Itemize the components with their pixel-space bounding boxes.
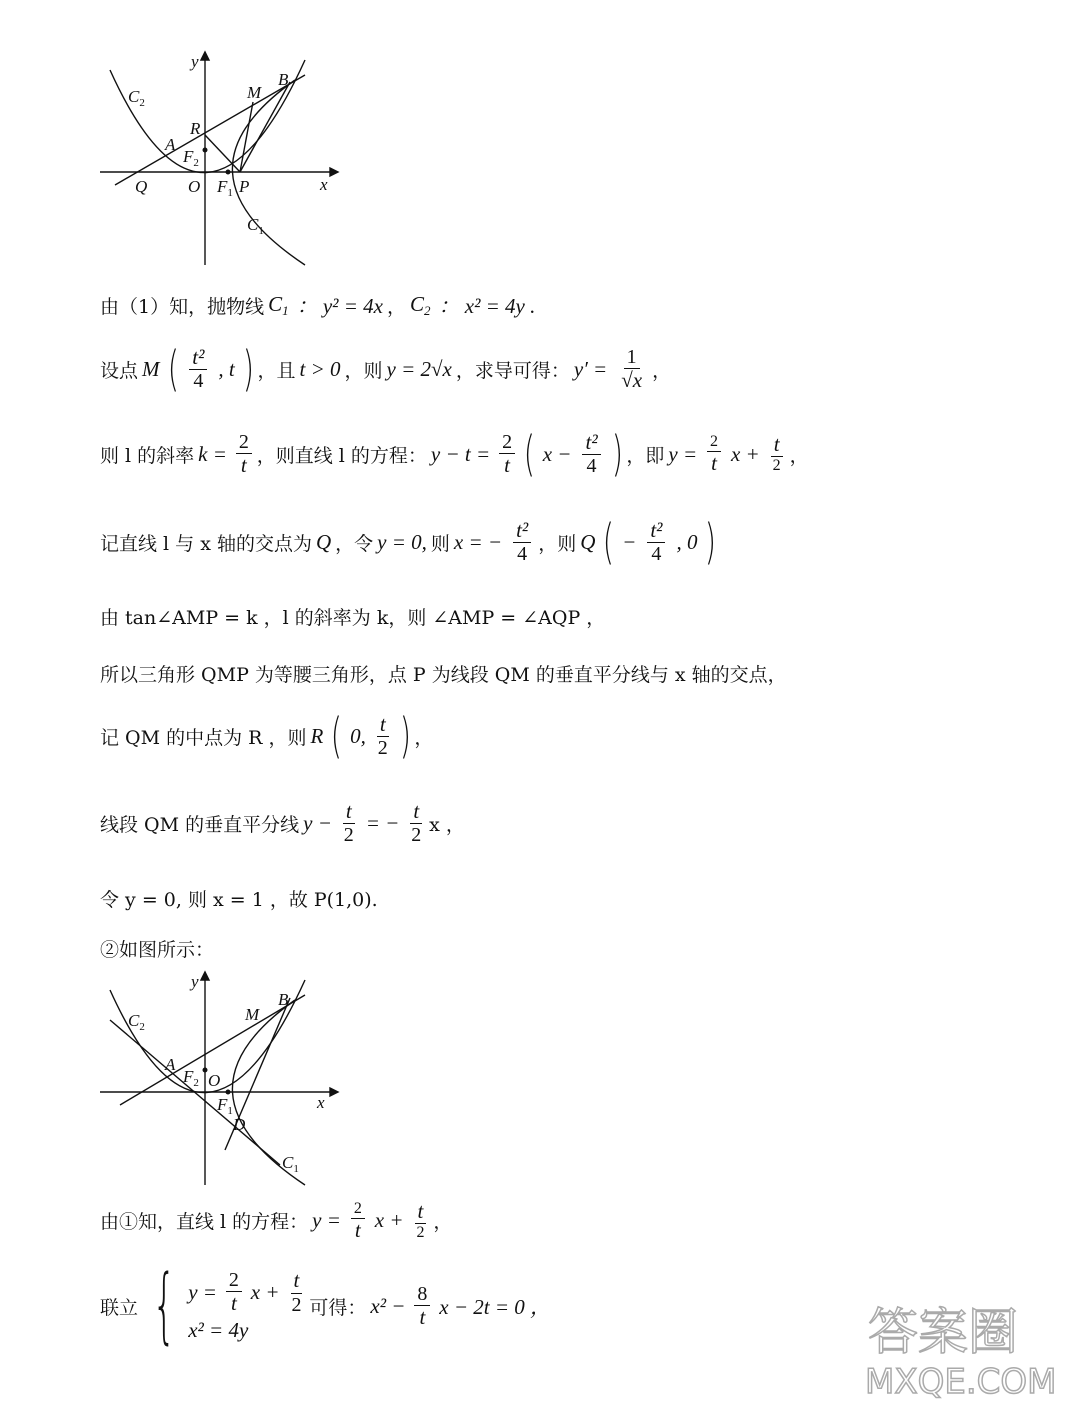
watermark-line2: MXQE.COM — [865, 1362, 1057, 1401]
fig2-label-x: x — [317, 1093, 325, 1112]
line-perpendicular-bisector: 线段 QM 的垂直平分线 y − $\frac{t}{2}$ = − $\frac{t}{2}$ x ， — [100, 799, 465, 847]
fig2-label-o: O — [208, 1071, 221, 1090]
fig1-label-o: O — [188, 177, 201, 196]
line-point-m: 设点 M ( $\frac{\text{t²}}{4}$ , t ) ，且 t > 0 ，则 y = 2√x ，求导可得： y′ = $\frac{1}{√x}$ ， — [100, 341, 672, 397]
line-isosceles: 所以三角形 QMP 为等腰三角形，点 P 为线段 QM 的垂直平分线与 x 轴的交点， — [100, 664, 787, 686]
fig1-label-m: M — [247, 83, 262, 102]
fig2-label-d: D — [233, 1115, 246, 1134]
fig1-label-f1: $F_1$ — [217, 177, 233, 199]
fig2-label-b: B — [278, 990, 289, 1009]
fig2-label-f2: $F_2$ — [183, 1067, 199, 1089]
fig1-label-c2: $C_2$ — [128, 87, 145, 109]
fig2-label-c2: $C_2$ — [128, 1011, 145, 1033]
figure-2-diagram — [95, 970, 340, 1190]
line-point-p: 令 y = 0, 则 x = 1 ，故 P(1,0). — [100, 889, 378, 911]
fig1-label-b: B — [278, 70, 289, 89]
line-parabola-equations: 由（1）知，抛物线 $C_1$ ： y² = 4x ， $C_2$ ： x² = 4y . — [100, 291, 536, 318]
line-angle-equality: 由 tan∠AMP = k ，l 的斜率为 k，则 ∠AMP = ∠AQP ， — [100, 607, 606, 629]
fig1-label-x: x — [320, 175, 328, 194]
fig2-label-m: M — [245, 1005, 260, 1024]
watermark-logo — [860, 1291, 1060, 1401]
line-midpoint-r: 记 QM 的中点为 R ，则 R ( 0, $\frac{t}{2}$ ) ， — [100, 708, 434, 764]
fig1-label-q: Q — [135, 177, 148, 196]
watermark-line1: 答案圈 — [868, 1303, 1018, 1361]
fig1-label-a: A — [165, 135, 176, 154]
fig1-label-r: R — [190, 119, 201, 138]
line-system-equations: 联立 { y = $\frac{2}{t}$ x + $\frac{t}{2}$ x² = 4y 可得： x² − $\frac{8}{t}$ x − 2t = 0 ， — [100, 1258, 552, 1353]
line-slope-equation: 则 l 的斜率 k = $\frac{2}{t}$ ，则直线 l 的方程： y − t = $\frac{2}{t}$ ( x − $\frac{\text{t²}}{4}$ ) ，即 y = $\frac{2}{t}$ x + $\frac{t}{2}$ ， — [100, 426, 809, 482]
line-point-q: 记直线 l 与 x 轴的交点为 Q ，令 y = 0, 则 x = − $\frac{\text{t²}}{4}$ ，则 Q ( − $\frac{\text{t²}}{4}$ , 0 ) — [100, 514, 717, 570]
fig2-label-y: y — [191, 972, 199, 991]
system-of-equations: y = $\frac{2}{t}$ x + $\frac{t}{2}$ x² = 4y — [188, 1268, 302, 1342]
line-part-2: ②如图所示： — [100, 939, 215, 961]
fig1-label-p: P — [239, 177, 250, 196]
fig1-label-f2: $F_2$ — [183, 147, 199, 169]
fig1-label-c1: $C_1$ — [247, 215, 264, 237]
fig2-label-c1: $C_1$ — [282, 1153, 299, 1175]
fig2-label-f1: $F_1$ — [217, 1095, 233, 1117]
fig2-label-a: A — [165, 1055, 176, 1074]
line-line-l-equation: 由①知，直线 l 的方程： y = $\frac{2}{t}$ x + $\frac{t}{2}$ ， — [100, 1199, 453, 1242]
figure-1-diagram — [95, 50, 340, 270]
fig1-label-y: y — [191, 52, 199, 71]
